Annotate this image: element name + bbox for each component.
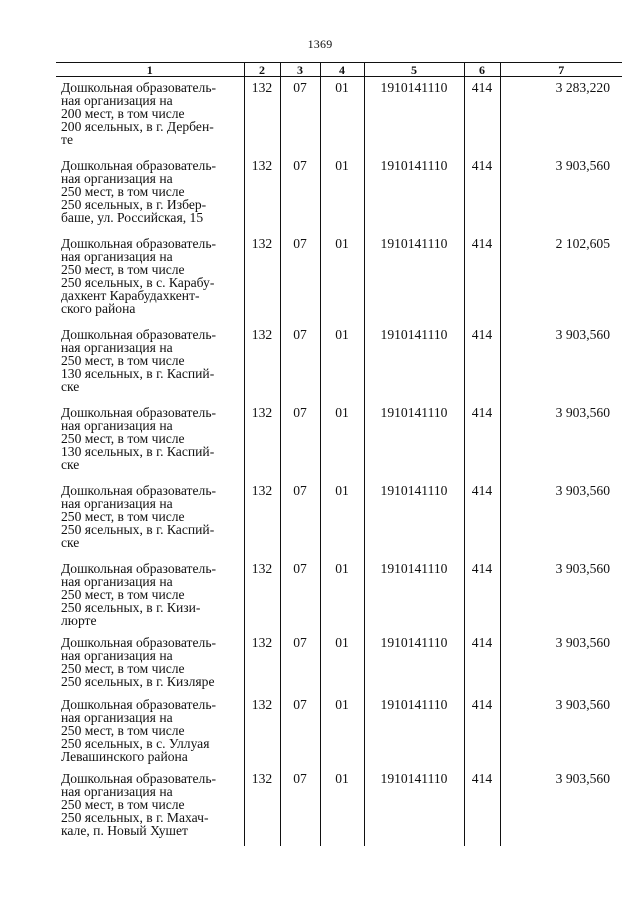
- code-3-cell: 07: [280, 480, 320, 558]
- amount-cell: 3 283,220: [500, 77, 622, 155]
- amount-cell: 3 903,560: [500, 324, 622, 402]
- header-col-6: 6: [464, 63, 500, 77]
- table-row: [56, 402, 622, 480]
- code-3-cell: 07: [280, 694, 320, 768]
- code-5-cell: 1910141110: [364, 480, 464, 558]
- code-6-cell: 414: [464, 694, 500, 768]
- code-5-cell: 1910141110: [364, 768, 464, 846]
- table-row: [56, 480, 622, 558]
- header-col-7: 7: [500, 63, 622, 77]
- facility-name-cell: Дошкольная образователь- ная организация на 200 мест, в том числе 200 ясельных, в г. Дербен- те: [61, 80, 217, 147]
- code-4-cell: 01: [320, 694, 364, 768]
- facility-name-cell: Дошкольная образователь- ная организация на 250 мест, в том числе 250 ясельных, в с. Карабу- дахкент Карабудахкент- ского района: [61, 235, 217, 316]
- code-2-cell: 132: [244, 768, 280, 846]
- code-4-cell: 01: [320, 558, 364, 632]
- code-3-cell: 07: [280, 402, 320, 480]
- facility-name-cell: Дошкольная образователь- ная организация на 250 мест, в том числе 250 ясельных, в г. Каспий- ске: [61, 482, 217, 550]
- code-3-cell: 07: [280, 77, 320, 155]
- table-row: [56, 768, 622, 846]
- table-row: [56, 155, 622, 233]
- table-row: [56, 558, 622, 632]
- code-5-cell: 1910141110: [364, 694, 464, 768]
- code-2-cell: 132: [244, 694, 280, 768]
- code-3-cell: 07: [280, 324, 320, 402]
- code-4-cell: 01: [320, 233, 364, 324]
- code-4-cell: 01: [320, 402, 364, 480]
- code-5-cell: 1910141110: [364, 402, 464, 480]
- amount-cell: 3 903,560: [500, 694, 622, 768]
- header-col-3: 3: [280, 63, 320, 77]
- table-row: [56, 324, 622, 402]
- code-6-cell: 414: [464, 768, 500, 846]
- amount-cell: 3 903,560: [500, 558, 622, 632]
- code-6-cell: 414: [464, 632, 500, 694]
- code-2-cell: 132: [244, 480, 280, 558]
- header-col-5: 5: [364, 63, 464, 77]
- table-row: [56, 77, 622, 155]
- code-5-cell: 1910141110: [364, 324, 464, 402]
- table-row: [56, 233, 622, 324]
- amount-cell: 3 903,560: [500, 768, 622, 846]
- code-6-cell: 414: [464, 155, 500, 233]
- code-2-cell: 132: [244, 155, 280, 233]
- amount-cell: 2 102,605: [500, 233, 622, 324]
- facility-name-cell: Дошкольная образователь- ная организация на 250 мест, в том числе 250 ясельных, в г. Избер- баше, ул. Российская, 15: [61, 157, 217, 225]
- table-body: [56, 77, 622, 846]
- code-2-cell: 132: [244, 632, 280, 694]
- code-3-cell: 07: [280, 632, 320, 694]
- facility-name-cell: Дошкольная образователь- ная организация на 250 мест, в том числе 250 ясельных, в г. Кизляре: [61, 634, 217, 689]
- header-row: [56, 63, 622, 77]
- header-col-4: 4: [320, 63, 364, 77]
- facility-name-cell: Дошкольная образователь- ная организация на 250 мест, в том числе 250 ясельных, в с. Уллуая Левашинского района: [61, 696, 217, 764]
- code-4-cell: 01: [320, 632, 364, 694]
- code-6-cell: 414: [464, 77, 500, 155]
- code-5-cell: 1910141110: [364, 632, 464, 694]
- header-col-2: 2: [244, 63, 280, 77]
- amount-cell: 3 903,560: [500, 155, 622, 233]
- code-6-cell: 414: [464, 558, 500, 632]
- table-row: [56, 694, 622, 768]
- code-4-cell: 01: [320, 768, 364, 846]
- code-5-cell: 1910141110: [364, 233, 464, 324]
- code-2-cell: 132: [244, 558, 280, 632]
- code-3-cell: 07: [280, 155, 320, 233]
- code-4-cell: 01: [320, 480, 364, 558]
- facility-name-cell: Дошкольная образователь- ная организация на 250 мест, в том числе 250 ясельных, в г. Махач- кале, п. Новый Хушет: [61, 770, 217, 838]
- budget-table: [56, 62, 622, 846]
- code-4-cell: 01: [320, 77, 364, 155]
- code-3-cell: 07: [280, 768, 320, 846]
- amount-cell: 3 903,560: [500, 632, 622, 694]
- code-4-cell: 01: [320, 324, 364, 402]
- code-6-cell: 414: [464, 480, 500, 558]
- page-number: 1369: [307, 37, 333, 51]
- code-2-cell: 132: [244, 77, 280, 155]
- code-6-cell: 414: [464, 233, 500, 324]
- facility-name-cell: Дошкольная образователь- ная организация на 250 мест, в том числе 250 ясельных, в г. Кизи- люрте: [61, 560, 217, 628]
- facility-name-cell: Дошкольная образователь- ная организация на 250 мест, в том числе 130 ясельных, в г. Каспий- ске: [61, 326, 217, 394]
- code-5-cell: 1910141110: [364, 558, 464, 632]
- code-3-cell: 07: [280, 233, 320, 324]
- table-row: [56, 632, 622, 694]
- code-2-cell: 132: [244, 324, 280, 402]
- header-col-1: 1: [56, 63, 244, 77]
- code-5-cell: 1910141110: [364, 155, 464, 233]
- code-5-cell: 1910141110: [364, 77, 464, 155]
- code-4-cell: 01: [320, 155, 364, 233]
- facility-name-cell: Дошкольная образователь- ная организация на 250 мест, в том числе 130 ясельных, в г. Каспий- ске: [61, 404, 217, 472]
- amount-cell: 3 903,560: [500, 480, 622, 558]
- code-6-cell: 414: [464, 402, 500, 480]
- code-6-cell: 414: [464, 324, 500, 402]
- code-2-cell: 132: [244, 233, 280, 324]
- code-2-cell: 132: [244, 402, 280, 480]
- code-3-cell: 07: [280, 558, 320, 632]
- amount-cell: 3 903,560: [500, 402, 622, 480]
